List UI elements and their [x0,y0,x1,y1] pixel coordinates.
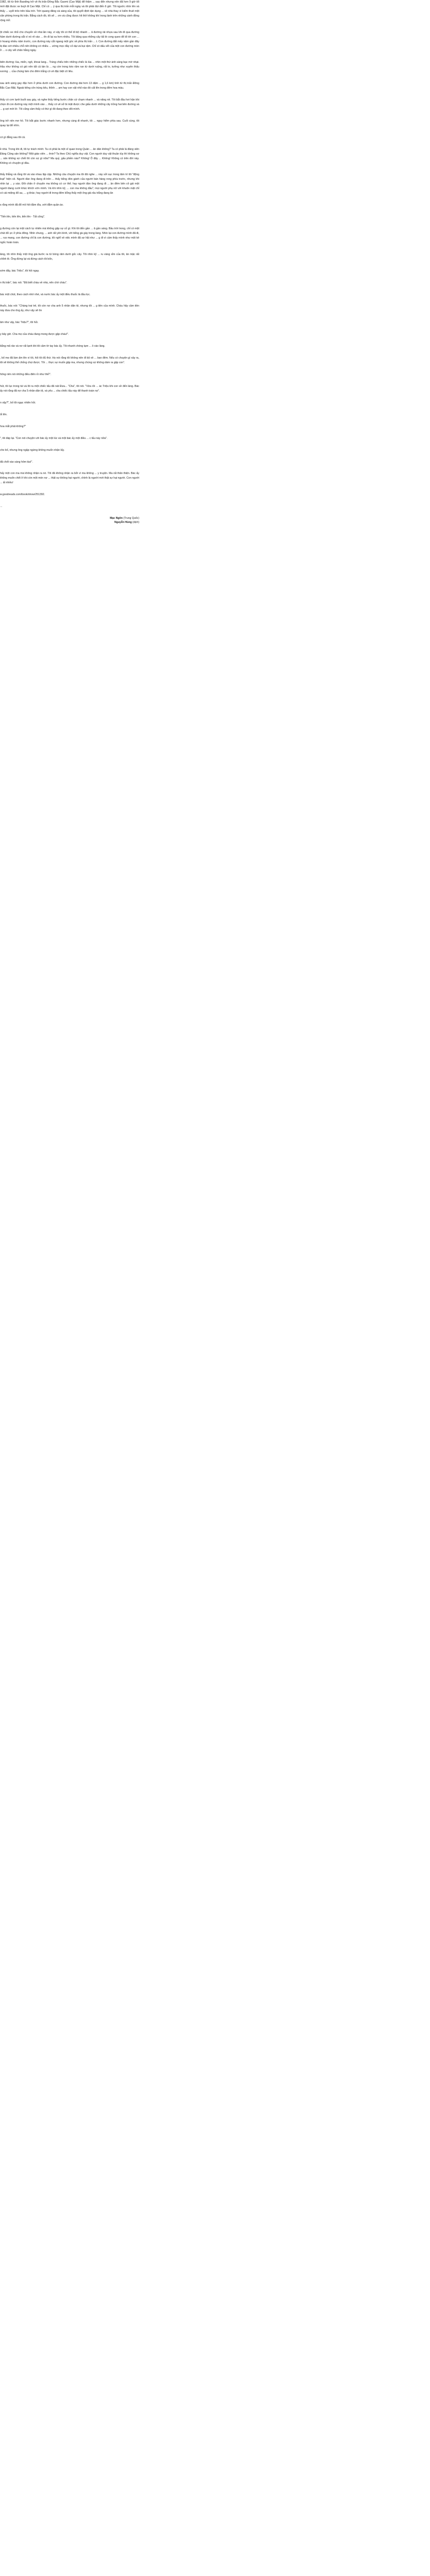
article-paragraph: âm như vậy, bác Triệu?", tôi hỏi. [0,321,39,325]
article-paragraph: sớm đấy, bác Triệu", tôi hỏi ngay. [0,269,40,273]
article-paragraph: ông trở nên mơ hồ. Tôi bắt giác bước nhanh hơn, nhưng càng đi nhanh, tôi ... nguy hiểm phía sau. Cuối cùng, tôi quay lại để nhìn. [0,119,139,127]
article-paragraph: bằng mã rảo và nơ rất lạnh khi tôi cầm tờ tay bác ấy. Tôi nhanh chóng tạm ... ồ vào làng. [0,345,105,348]
article-paragraph: s rằng mình đã đổ mồ hôi đầm đìa, ướt đẫm quần áo. [0,204,64,207]
article-paragraph: làng, tôi nhìn thấy một ông già bước ra từ bóng râm dưới gốc cây. Tôi nhìn kỹ ... ru vàng xỉm của tôi, ân mặc rất chỉnh tề. Ông đứng lại và đứng cách tôi bốn, [0,252,139,261]
source-link[interactable]: w.goodreads.com/book/show/251392. [0,493,45,497]
article-paragraph: hoa mắt phải không?" [0,425,26,428]
article-paragraph: g đường còn lại một cách tự nhiên mà không gặp sự cố gì. Khi tôi đến gần ... ã gần sáng. Bầu trời trong, chỉ có một chút đỏ ực ở phía đông. Nhìn chung, ... anh rất yên bình, với tiếng gà gáy trong làng. Nhìn lại con đường mình đã đi, ... rus mang, con đường chỉ là con đường, tôi nghĩ về việc mình đã sợ hãi như ... g đi vì cảm thấy mình như một kẻ ngốc hoàn toàn. [0,227,139,244]
article-paragraph: biên đường: lúa, miến, ngô, khoai lang... Tráng chiếu trên những chiếc lá lúa ... nhìn một thứ ánh sáng bạc mờ nhạt. Hầu như không có gió nên tất cả tán lá ... ng còn trong kèo răm ran từ dưới ruộng, rất to, tưởng như xuyên thấu xương ... của chúng làm cho đêm trắng có vẻ đặc biệt cô liêu. [0,61,139,74]
ellipsis: ... [0,505,3,509]
article-paragraph: ", tôi đáp lại. "Con nói chuyện với bác ấy một lúc và một bác ấy một điều ... c tẩu này nữa". [0,436,108,440]
author-origin: (Trung Quốc) [123,517,139,520]
article-paragraph: đã chết vào sáng hôm kia!". [0,460,33,464]
article-paragraph: n thị trấn", bác nói. "Đã biết cháu về nhà, nên chờ cháu". [0,281,68,284]
article-paragraph: ề nhà. Trong khi đi, tôi tự trách mình: Ta có phải là một sĩ quan trong Quân ... ân dân không? Ta có phải là đảng viên Đảng Cộng sản không? Một giáo viên ... ênin? Ta theo Chủ nghĩa duy vật. Con người duy vật thuần túy thì không sợ ... sản không sợ chết thì còn sợ gì nữa? Ma quỷ, gấu phiền nào? Không! Ô đây ... Không! Không có trên đời này. Không có chuyện gì đâu. [0,147,139,165]
article-paragraph: có gì đằng sau tôi cả. [0,135,26,139]
article-paragraph: , bố mẹ đã làm ấm lên vì tôi, hỏi tôi đủ thứ. Họ nói rằng tôi không nên đi bộ về ... ban đêm. Nếu có chuyện gì xảy ra, tôi sẽ không thể chống chọi được. Tôi ... thực sự muốn gặp ma, nhưng chúng sợ không dám ra gặp con". [0,357,139,365]
article-signature [0,516,139,525]
article-paragraph: sau ánh sáng gay đặc hơn ở phía dưới con đường. Con đường dài hơn 13 dặm ... g 1,6 km) tính từ thị trấn Đông Bắc Cao Mật. Ngoài tiếng côn trùng kêu, thỉnh ... am hay con vật nhỏ nào đó cất lên trong đêm hoa màu. [0,82,139,90]
article-paragraph: thấy có cơn lạnh buốt sau gáy, và nghe thấy tiếng bước chân cứ chạm nhanh ... và năng nề. Tôi bắt đầu hơi hận khi chọn đi con đường này một mình vào ... thấy có vẻ sở bi mặt được che giấu dưới những cây trồng hai bên đường và ... g sợi mới lớ. Tôi cũng cảm thấy có thứ gì đó đang theo dõi mình. [0,98,139,111]
article-paragraph: ốt lên. [0,413,8,416]
article-body [0,0,139,525]
article-paragraph: ột chiếc xe nhỏ cho chuyến về nhà lần này, vì vậy tôi có thể đi bộ nhanh ... ã đường rải nhựa sau khi đi qua đường hầm dưới đường sắt vì nó rẽ vào ... ến đi lại xa hơn nhiều. Tôi băng qua những cây tất lè cong queo để đi tới con ... ó hoang nhiều năm trước, con đường này cắt ngang một góc về phía thị trấn ... t. Con đường đất mấy năm gần đây bị đào xới nhiều chỗ nên không có nhiều ... ường mọc đầy cỏ dại và bụi rậm. Chỉ có dấu vết của một con đường mòn ở ... o cây vết chân hằng ngày. [0,30,139,53]
article-paragraph: bác một chút, theo cách nhớ nhé, và nước bác ấy một điều thuốc lá đầu lọc. [0,293,91,296]
article-paragraph: hấy một con ma mà không nhận ra nó. Tôi đã không nhận ra bởi vì ma không ... y truyện. Ma rất thân thiện. Bác ấy không muốn chết ở khi còn một món nợ ... thật sự không hại người, chính là người mới thật sự hại người. Con người ... ất nhiều! [0,472,139,485]
translator-role: (dịch) [133,521,139,524]
author-name: Mạc Ngôn [110,517,123,520]
article-paragraph: cho bố, nhưng ông ngập ngừng không muốn nhận lấy. [0,448,65,452]
article-paragraph: 1982, tôi từ tỉnh Baoding trở về thị trấn Đông Bắc Gaomi (Cao Mật) để thăm ... sau đến nhưng nên đã hơn 9 giờ tối mới đặt được xe buýt đi Cao Mật. Chỉ có ... ý qua thị trấn mỗi ngày và tôi phải đợi đến 6 giờ. Tôi ngước nhìn lên và thấy ... uyết trẻo trên bầu trời. Trời quang đãng và sáng sủa, tôi quyết định tận dụng ... về nhà thay vì kiếm thuê một căn phòng trong thị trấn. Bằng cách đó, tôi sẽ ... ơn và cũng được hít thở không khí trong lành trên những cánh đồng rộng mở. [0,1,139,22]
article-paragraph: n vậy?", bố tôi ngạc nhiên hỏi. [0,401,36,404]
article-paragraph: thấy thẳng và rằng tôi và vào nhau lập cập. Những câu chuyện ma tôi đã nghe ... này sởi sục trong tâm trí tôi "động loạt" hiện về. Người đàn ông đang đi trên ... thấy tiếng đòn gánh của người bán hàng rong phía trước, nhưng khi nhìn lại ... y sáo. Đôi chân ở chuyện ma không có cơ thể; hay người đàn ông đang đi ... ần đêm bên cô gái một người đang cười khúc khích vớn mình. Và khi nhìn kỹ, ... con ma không đầu"; mọi người phụ nữ với khuôn mặt chỉ có cái miệng đỏ au, ... g khác; hay người đi trong đêm bỗng thấy một ông già râu trắng đang ăn [0,173,139,195]
article-paragraph: hông nên nói những điều điên rồ như thế!". [0,373,52,376]
translator-name: Nguyễn Hùng [114,521,132,524]
article-paragraph: "Tiến lên, tiến lên, tiến lên - Tất công". [0,215,45,219]
article-paragraph: thuốc, bác nói: "Chàng trai trẻ, tôi còn nợ cha anh 5 nhân dân tệ, nhưng tôi ... g tiền của mình. Cháu hãy cầm tiền này đưa cho ông ấy, như vậy sẽ ôn [0,304,139,313]
article-paragraph: y bây giờ. Cha mẹ của cháu đang mong được gặp cháu!". [0,333,69,336]
article-paragraph: hút, tôi lục trong túi và lôi ra một chiếc tẩu đã nát Đưa... "Cha", tôi nói. "Vừa rồi ... ác Triệu khi con về đến làng. Bác ấy nói rằng đã nợ cha 5 nhân dân tệ, và yêu ... cha chiếc tẩu này để thanh toán nợ". [0,384,139,393]
